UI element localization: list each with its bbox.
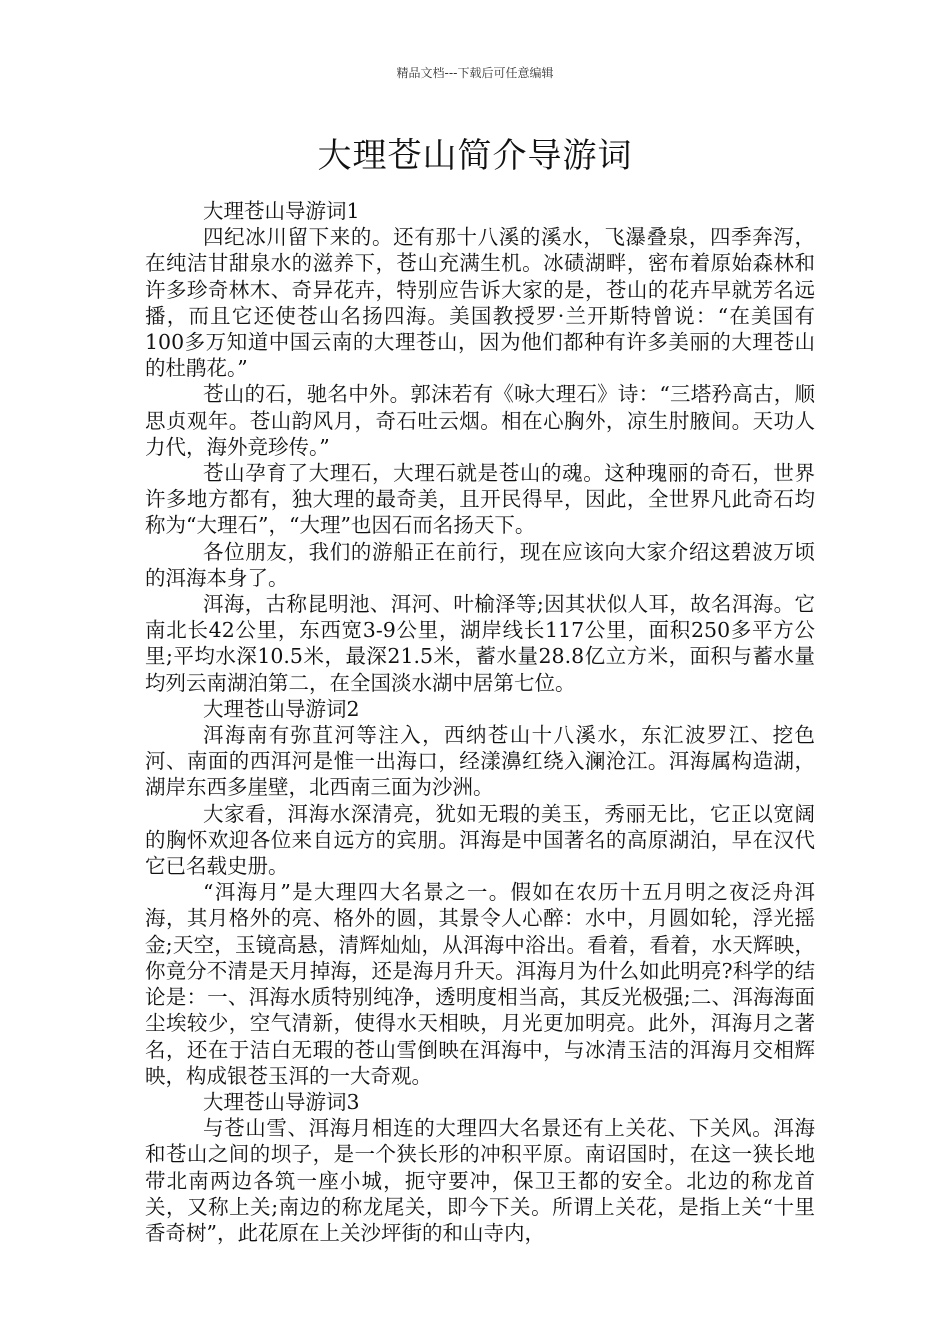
section-heading-2: 大理苍山导游词2: [203, 696, 360, 721]
header-note: 精品文档---下载后可任意编辑: [396, 66, 554, 80]
paragraph: “洱海月”是大理四大名景之一。假如在农历十五月明之夜泛舟洱海，其月格外的亮、格外的圆，其景令人心醉：水中，月圆如轮，浮光摇金;天空，玉镜高悬，清辉灿灿，从洱海中浴出。看着，看着，水天辉映，你竟分不清是天月掉海，还是海月升天。洱海月为什么如此明亮?科学的结论是：一、洱海水质特别纯净，透明度相当高，其反光极强;二、洱海海面尘埃较少，空气清新，使得水天相映，月光更加明亮。此外，洱海月之著名，还在于洁白无瑕的苍山雪倒映在洱海中，与冰清玉洁的洱海月交相辉映，构成银苍玉洱的一大奇观。: [145, 880, 815, 1088]
paragraph: 苍山孕育了大理石，大理石就是苍山的魂。这种瑰丽的奇石，世界许多地方都有，独大理的最奇美，且开民得早，因此，全世界凡此奇石均称为“大理石”，“大理”也因石而名扬天下。: [145, 461, 815, 538]
paragraph: 各位朋友，我们的游船正在前行，现在应该向大家介绍这碧波万顷的洱海本身了。: [145, 539, 815, 590]
document-title: 大理苍山简介导游词: [317, 136, 633, 176]
section-heading-1: 大理苍山导游词1: [203, 199, 360, 223]
document-body: [145, 198, 815, 1246]
paragraph: 大家看，洱海水深清亮，犹如无瑕的美玉，秀丽无比，它正以宽阔的胸怀欢迎各位来自远方的宾朋。洱海是中国著名的高原湖泊，早在汉代它已名载史册。: [145, 801, 815, 879]
paragraph: 洱海，古称昆明池、洱河、叶榆泽等;因其状似人耳，故名洱海。它南北长42公里，东西宽3-9公里，湖岸线长117公里，面积250多平方公里;平均水深10.5米，最深21.5米，蓄水量28.8亿立方米，面积与蓄水量均列云南湖泊第二，在全国淡水湖中居第七位。: [145, 592, 815, 695]
paragraph: 苍山的石，驰名中外。郭沫若有《咏大理石》诗：“三塔矜高古，顺思贞观年。苍山韵风月，奇石吐云烟。相在心胸外，凉生肘腋间。天功人力代，海外竞珍传。”: [145, 382, 815, 459]
paragraph: 四纪冰川留下来的。还有那十八溪的溪水，飞瀑叠泉，四季奔泻，在纯洁甘甜泉水的滋养下，苍山充满生机。冰碛湖畔，密布着原始森林和许多珍奇林木、奇异花卉，特别应告诉大家的是，苍山的花卉早就芳名远播，而且它还使苍山名扬四海。美国教授罗·兰开斯特曾说：“在美国有100多万知道中国云南的大理苍山，因为他们都种有许多美丽的大理苍山的杜鹃花。”: [145, 225, 815, 381]
paragraph: 洱海南有弥苴河等注入，西纳苍山十八溪水，东汇波罗江、挖色河、南面的西洱河是惟一出海口，经漾濞红绕入澜沧江。洱海属构造湖，湖岸东西多崖壁，北西南三面为沙洲。: [145, 723, 815, 800]
paragraph: 与苍山雪、洱海月相连的大理四大名景还有上关花、下关风。洱海和苍山之间的坝子，是一个狭长形的冲积平原。南诏国时，在这一狭长地带北南两边各筑一座小城，扼守要冲，保卫王都的安全。北边的称龙首关，又称上关;南边的称龙尾关，即今下关。所谓上关花，是指上关“十里香奇树”，此花原在上关沙坪街的和山寺内，: [145, 1116, 815, 1245]
section-heading-3: 大理苍山导游词3: [203, 1089, 360, 1114]
